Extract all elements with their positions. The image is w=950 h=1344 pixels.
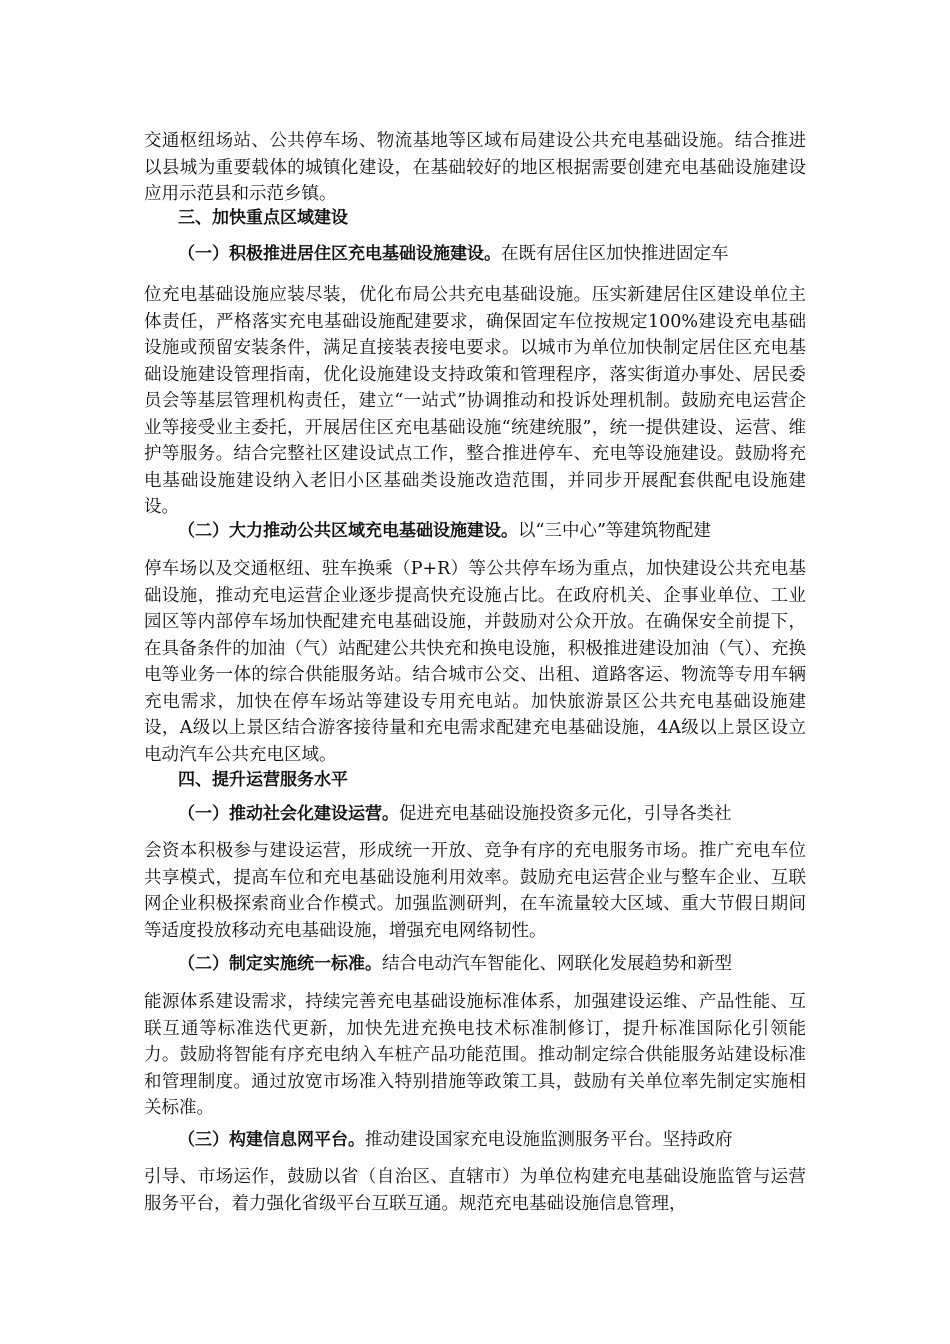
subsection-4-3-body: 引导、市场运作，鼓励以省（自治区、直辖市）为单位构建充电基础设施监管与运营服务平台，着力强化省级平台互联互通。规范充电基础设施信息管理， bbox=[144, 1167, 806, 1214]
subsection-4-2-body: 能源体系建设需求，持续完善充电基础设施标准体系，加强建设运维、产品性能、互联互通等标准迭代更新，加快先进充换电技术标准制修订，提升标准国际化引领能力。鼓励将智能有序充电纳入车桩产品功能范围。推动制定综合供能服务站建设标准和管理制度。通过放宽市场准入特别措施等政策工具，鼓励有关单位率先制定实施相关标准。 bbox=[144, 992, 806, 1118]
subsection-4-2-heading: （二）制定实施统一标准。 bbox=[178, 954, 382, 974]
subsection-3-1-lead-text: 在既有居住区加快推进固定车 bbox=[501, 244, 729, 264]
section-heading-4: 四、提升运营服务水平 bbox=[178, 770, 348, 790]
subsection-4-3-lead-text: 推动建设国家充电设施监测服务平台。坚持政府 bbox=[365, 1130, 733, 1150]
subsection-3-2-body: 停车场以及交通枢纽、驻车换乘（P+R）等公共停车场为重点，加快建设公共充电基础设施，推动充电运营企业逐步提高快充设施占比。在政府机关、企事业单位、工业园区等内部停车场加快配建充电基础设施，并鼓励对公众开放。在确保安全前提下，在具备条件的加油（气）站配建公共快充和换电设施，积极推进建设加油（气）、充换电等业务一体的综合供能服务站。结合城市公交、出租、道路客运、物流等专用车辆充电需求，加快在停车场站等建设专用充电站。加快旅游景区公共充电基础设施建设，A级以上景区结合游客接待量和充电需求配建充电基础设施，4A级以上景区设立电动汽车公共充电区域。 bbox=[144, 559, 806, 765]
subsection-4-1-lead-text: 促进充电基础设施投资多元化，引导各类社 bbox=[399, 804, 732, 824]
subsection-3-1-heading: （一）积极推进居住区充电基础设施建设。 bbox=[178, 244, 501, 264]
subsection-4-3-heading: （三）构建信息网平台。 bbox=[178, 1130, 365, 1150]
subsection-4-1-body: 会资本积极参与建设运营，形成统一开放、竞争有序的充电服务市场。推广充电车位共享模式，提高车位和充电基础设施利用效率。鼓励充电运营企业与整车企业、互联网企业积极探索商业合作模式。加强监测研判，在车流量较大区域、重大节假日期间等适度投放移动充电基础设施，增强充电网络韧性。 bbox=[144, 841, 806, 941]
paragraph-intro: 交通枢纽场站、公共停车场、物流基地等区域布局建设公共充电基础设施。结合推进以县城为重要载体的城镇化建设，在基础较好的地区根据需要创建充电基础设施建设应用示范县和示范乡镇。 bbox=[144, 131, 806, 204]
subsection-3-1-lead bbox=[178, 241, 808, 268]
subsection-4-3-lead bbox=[178, 1127, 808, 1154]
subsection-3-2-lead bbox=[178, 518, 808, 545]
subsection-3-2-lead-text: 以“三中心”等建筑物配建 bbox=[518, 521, 711, 541]
subsection-4-1-lead bbox=[178, 801, 808, 828]
subsection-3-2-heading: （二）大力推动公共区域充电基础设施建设。 bbox=[178, 521, 518, 541]
subsection-4-2-lead-text: 结合电动汽车智能化、网联化发展趋势和新型 bbox=[382, 954, 732, 974]
subsection-4-1-heading: （一）推动社会化建设运营。 bbox=[178, 804, 399, 824]
section-heading-3: 三、加快重点区域建设 bbox=[178, 208, 348, 228]
subsection-3-1-body: 位充电基础设施应装尽装，优化布局公共充电基础设施。压实新建居住区建设单位主体责任，严格落实充电基础设施配建要求，确保固定车位按规定100%建设充电基础设施或预留安装条件，满足直接装表接电要求。以城市为单位加快制定居住区充电基础设施建设管理指南，优化设施建设支持政策和管理程序，落实街道办事处、居民委员会等基层管理机构责任，建立“一站式”协调推动和投诉处理机制。鼓励充电运营企业等接受业主委托，开展居住区充电基础设施“统建统服”，统一提供建设、运营、维护等服务。结合完整社区建设试点工作，整合推进停车、充电等设施建设。鼓励将充电基础设施建设纳入老旧小区基础类设施改造范围，并同步开展配套供配电设施建设。 bbox=[144, 285, 806, 517]
subsection-4-2-lead bbox=[178, 951, 808, 978]
